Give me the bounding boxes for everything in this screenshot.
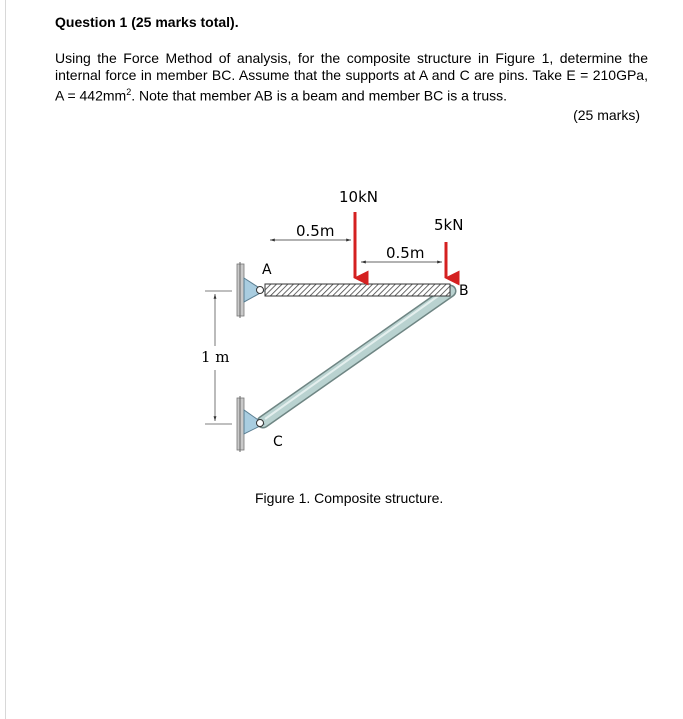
marks-label: (25 marks) bbox=[573, 107, 640, 123]
question-title: Question 1 (25 marks total). bbox=[55, 14, 239, 30]
pin-support-a bbox=[237, 262, 264, 318]
area-exponent: 2 bbox=[126, 87, 132, 97]
question-body-line-3-rest: . Note that member AB is a beam and member BC is a truss. bbox=[131, 87, 508, 104]
node-label-c: C bbox=[273, 434, 283, 450]
load-label-5kn: 5kN bbox=[434, 216, 464, 234]
truss-member-bc bbox=[263, 289, 450, 422]
load-label-10kn: 10kN bbox=[339, 188, 378, 206]
dimension-label-right: 0.5m bbox=[386, 244, 425, 262]
dimension-label-left: 0.5m bbox=[296, 222, 335, 240]
node-label-a: A bbox=[262, 262, 272, 278]
figure-caption: Figure 1. Composite structure. bbox=[255, 490, 444, 506]
pin-support-c bbox=[237, 396, 264, 452]
area-text: A = 442mm bbox=[55, 87, 127, 104]
node-label-b: B bbox=[459, 283, 469, 299]
question-body-line-1: Using the Force Method of analysis, for the composite structure in Figure 1, determine the bbox=[55, 50, 648, 66]
beam-member-ab bbox=[265, 284, 450, 296]
question-body-line-2: internal force in member BC. Assume that the supports at A and C are pins. Take E = 210GPa, bbox=[55, 67, 648, 83]
dimension-label-vertical: 1 m bbox=[201, 348, 230, 366]
